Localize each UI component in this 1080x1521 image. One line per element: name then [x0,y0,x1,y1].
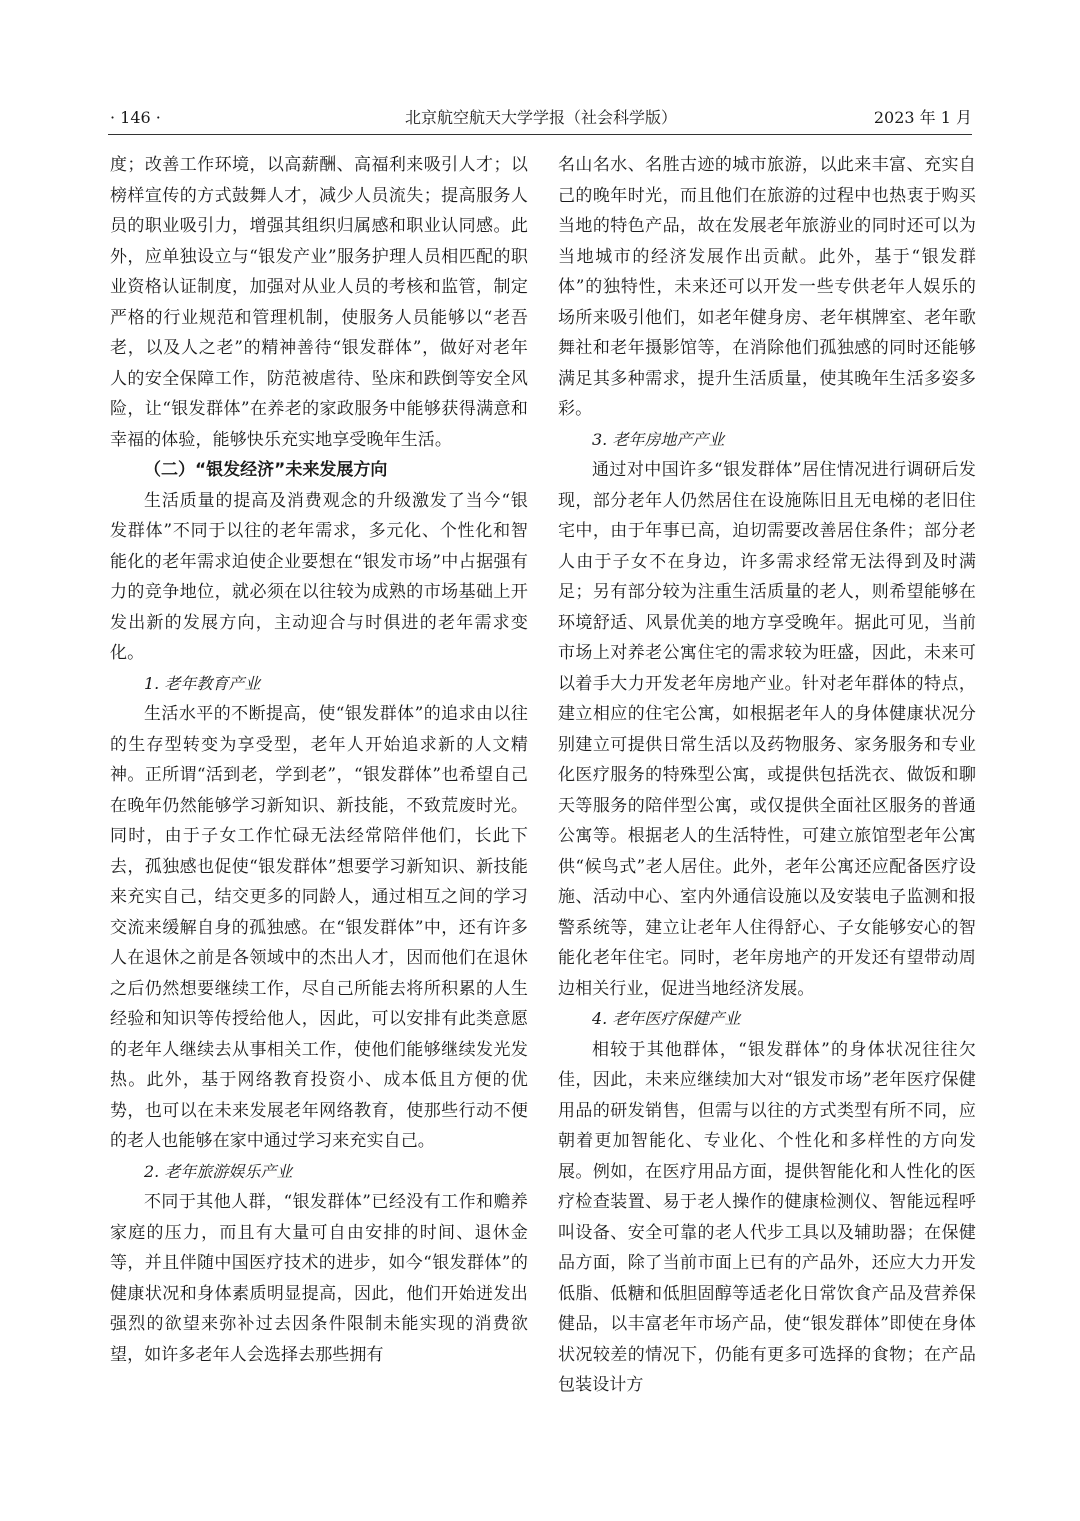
paragraph: 度；改善工作环境，以高薪酬、高福利来吸引人才；以榜样宣传的方式鼓舞人才，减少人员流失；提高服务人员的职业吸引力，增强其组织归属感和职业认同感。此外，应单独设立与“银发产业”服务护理人员相匹配的职业资格认证制度，加强对从业人员的考核和监管，制定严格的行业规范和管理机制，使服务人员能够以“老吾老，以及人之老”的精神善待“银发群体”，做好对老年人的安全保障工作，防范被虐待、坠床和跌倒等安全风险，让“银发群体”在养老的家政服务中能够获得满意和幸福的体验，能够快乐充实地享受晚年生活。 [110,155,528,450]
issue-date: 2023 年 1 月 [873,108,972,127]
paragraph: 相较于其他群体，“银发群体”的身体状况往往欠佳，因此，未来应继续加大对“银发市场”老年医疗保健用品的研发销售，但需与以往的方式类型有所不同，应朝着更加智能化、专业化、个性化和多样性的方向发展。例如，在医疗用品方面，提供智能化和人性化的医疗检查装置、易于老人操作的健康检测仪、智能远程呼叫设备、安全可靠的老人代步工具以及辅助器；在保健品方面，除了当前市面上已有的产品外，还应大力开发低脂、低糖和低胆固醇等适老化日常饮食产品及营养保健品，以丰富老年市场产品，使“银发群体”即使在身体状况较差的情况下，仍能有更多可选择的食物；在产品包装设计方 [558,1039,976,1395]
subheading: 2. 老年旅游娱乐产业 [144,1161,293,1181]
paragraph: 通过对中国许多“银发群体”居住情况进行调研后发现，部分老年人仍然居住在设施陈旧且无电梯的老旧住宅中，由于年事已高，迫切需要改善居住条件；部分老人由于子女不在身边，许多需求经常无法得到及时满足；另有部分较为注重生活质量的老人，则希望能够在环境舒适、风景优美的地方享受晚年。据此可见，当前市场上对养老公寓住宅的需求较为旺盛，因此，未来可以着手大力开发老年房地产业。针对老年群体的特点，建立相应的住宅公寓，如根据老年人的身体健康状况分别建立可提供日常生活以及药物服务、家务服务和专业化医疗服务的特殊型公寓，或提供包括洗衣、做饭和聊天等服务的陪伴型公寓，或仅提供全面社区服务的普通公寓等。根据老人的生活特性，可建立旅馆型老年公寓供“候鸟式”老人居住。此外，老年公寓还应配备医疗设施、活动中心、室内外通信设施以及安装电子监测和报警系统等，建立让老年人住得舒心、子女能够安心的智能化老年住宅。同时，老年房地产的开发还有望带动周边相关行业，促进当地经济发展。 [558,460,976,999]
paragraph: 不同于其他人群，“银发群体”已经没有工作和赡养家庭的压力，而且有大量可自由安排的时间、退休金等，并且伴随中国医疗技术的进步，如今“银发群体”的健康状况和身体素质明显提高，因此，他们开始迸发出强烈的欲望来弥补过去因条件限制未能实现的消费欲望，如许多老年人会选择去那些拥有 [110,1192,528,1365]
subheading: 3. 老年房地产产业 [592,429,725,449]
subheading: 1. 老年教育产业 [144,673,261,693]
paragraph: 名山名水、名胜古迹的城市旅游，以此来丰富、充实自己的晚年时光，而且他们在旅游的过程中也热衷于购买当地的特色产品，故在发展老年旅游业的同时还可以为当地城市的经济发展作出贡献。此外，基于“银发群体”的独特性，未来还可以开发一些专供老年人娱乐的场所来吸引他们，如老年健身房、老年棋牌室、老年歌舞社和老年摄影馆等，在消除他们孤独感的同时还能够满足其多种需求，提升生活质量，使其晚年生活多姿多彩。 [558,155,976,419]
journal-title: 北京航空航天大学学报（社会科学版） [404,108,677,127]
right-column [558,150,976,1401]
section-heading: （二）“银发经济”未来发展方向 [144,460,388,480]
page-number: · 146 · [110,108,161,127]
running-header [110,104,972,132]
header-rule [108,134,972,135]
subheading: 4. 老年医疗保健产业 [592,1009,741,1028]
paragraph: 生活水平的不断提高，使“银发群体”的追求由以往的生存型转变为享受型，老年人开始追求新的人文精神。正所谓“活到老，学到老”，“银发群体”也希望自己在晚年仍然能够学习新知识、新技能，不致荒废时光。同时，由于子女工作忙碌无法经常陪伴他们，长此下去，孤独感也促使“银发群体”想要学习新知识、新技能来充实自己，结交更多的同龄人，通过相互之间的学习交流来缓解自身的孤独感。在“银发群体”中，还有许多人在退休之前是各领域中的杰出人才，因而他们在退休之后仍然想要继续工作，尽自己所能去将所积累的人生经验和知识等传授给他人，因此，可以安排有此类意愿的老年人继续去从事相关工作，使他们能够继续发光发热。此外，基于网络教育投资小、成本低且方便的优势，也可以在未来发展老年网络教育，使那些行动不便的老人也能够在家中通过学习来充实自己。 [110,704,528,1151]
left-column [110,150,528,1370]
paragraph: 生活质量的提高及消费观念的升级激发了当今“银发群体”不同于以往的老年需求，多元化、个性化和智能化的老年需求迫使企业要想在“银发市场”中占据强有力的竞争地位，就必须在以往较为成熟的市场基础上开发出新的发展方向，主动迎合与时俱进的老年需求变化。 [110,490,528,663]
